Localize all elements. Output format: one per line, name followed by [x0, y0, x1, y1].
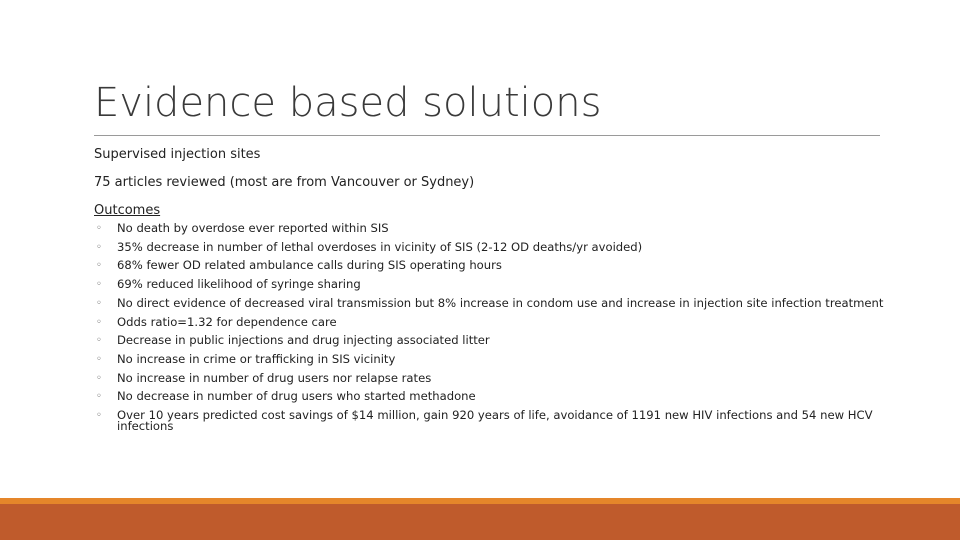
list-item-text: No decrease in number of drug users who started methadone — [117, 389, 476, 404]
list-item — [94, 391, 884, 402]
list-item — [94, 223, 884, 234]
list-item-text: No increase in crime or trafficking in SIS vicinity — [117, 351, 396, 366]
list-item — [94, 239, 884, 254]
outcomes-list — [94, 223, 884, 440]
bullet-circle-icon: ◦ — [96, 223, 102, 234]
list-item — [94, 410, 884, 432]
list-item — [94, 295, 884, 310]
bullet-circle-icon: ◦ — [96, 353, 102, 365]
list-item — [94, 335, 884, 346]
slide-title: Evidence based solutions — [94, 80, 602, 126]
bullet-circle-icon: ◦ — [96, 279, 102, 291]
list-item — [94, 260, 884, 271]
footer-accent-bar — [0, 504, 960, 540]
bullet-circle-icon: ◦ — [96, 260, 102, 272]
list-item-text: Odds ratio=1.32 for dependence care — [117, 314, 337, 329]
list-item — [94, 351, 884, 366]
bullet-circle-icon: ◦ — [96, 391, 102, 403]
bullet-circle-icon: ◦ — [96, 410, 102, 422]
paragraph-sis: Supervised injection sites — [94, 147, 261, 162]
list-item-text: No increase in number of drug users nor relapse rates — [117, 370, 432, 385]
list-item — [94, 279, 884, 290]
list-item-text: 68% fewer OD related ambulance calls during SIS operating hours — [117, 258, 502, 273]
bullet-circle-icon: ◦ — [96, 297, 102, 309]
paragraph-articles: 75 articles reviewed (most are from Vancouver or Sydney) — [94, 175, 475, 190]
bullet-circle-icon: ◦ — [96, 335, 102, 347]
list-item-text: Over 10 years predicted cost savings of $14 million, gain 920 years of life, avoidance of 1191 new HIV infections and 54 new HCV infections — [117, 408, 873, 434]
title-divider — [94, 135, 880, 136]
bullet-circle-icon: ◦ — [96, 316, 102, 328]
list-item — [94, 370, 884, 385]
paragraph-outcomes: Outcomes — [94, 203, 161, 218]
list-item-text: No death by overdose ever reported within SIS — [117, 221, 389, 235]
list-item-text: 69% reduced likelihood of syringe sharing — [117, 277, 361, 292]
list-item-text: 35% decrease in number of lethal overdoses in vicinity of SIS (2-12 OD deaths/yr avoided) — [117, 239, 643, 254]
list-item — [94, 314, 884, 329]
list-item-text: No direct evidence of decreased viral transmission but 8% increase in condom use and increase in injection site infection treatment — [117, 295, 884, 310]
bullet-circle-icon: ◦ — [96, 241, 102, 253]
bullet-circle-icon: ◦ — [96, 372, 102, 384]
list-item-text: Decrease in public injections and drug injecting associated litter — [117, 333, 490, 348]
